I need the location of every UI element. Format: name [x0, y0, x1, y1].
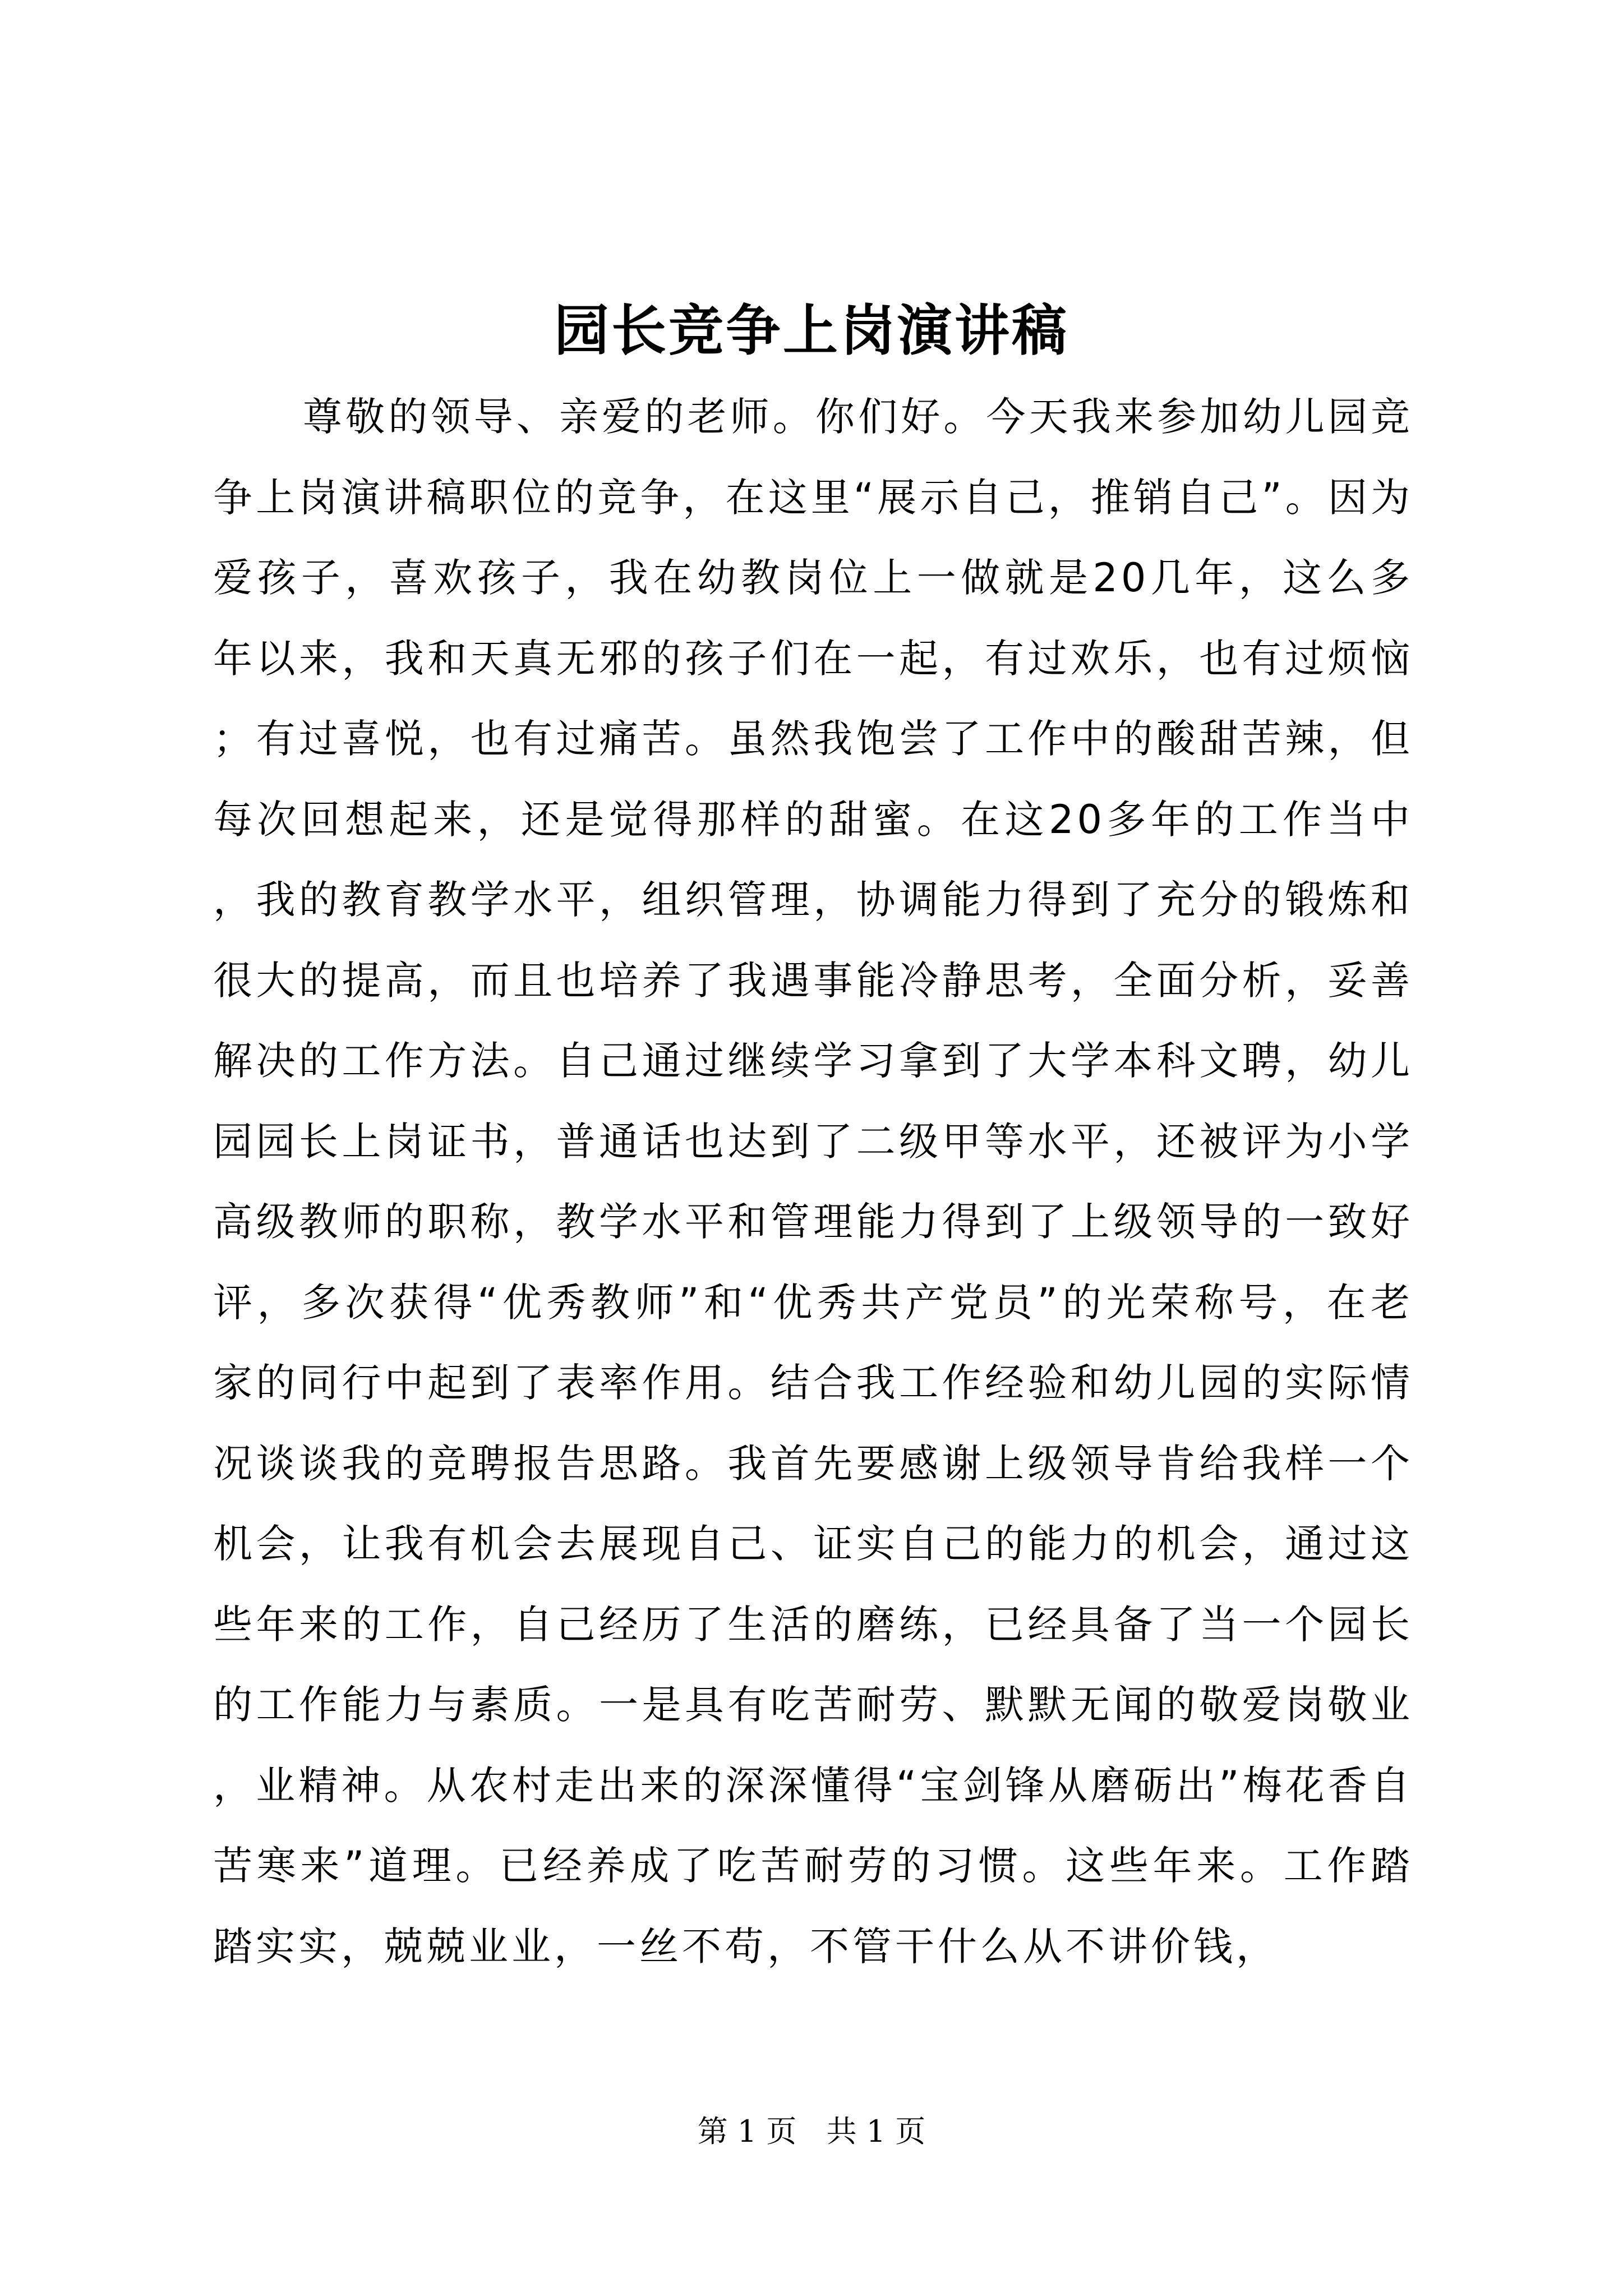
- page-footer: [0, 2112, 1623, 2151]
- page-number-current: 第 1 页: [697, 2114, 797, 2149]
- document-body-paragraph: 尊敬的领导、亲爱的老师。你们好。今天我来参加幼儿园竞争上岗演讲稿职位的竞争，在这里“展示自己，推销自己”。因为爱孩子，喜欢孩子，我在幼教岗位上一做就是20几年，这么多年以来，我和天真无邪的孩子们在一起，有过欢乐，也有过烦恼；有过喜悦，也有过痛苦。虽然我饱尝了工作中的酸甜苦辣，但每次回想起来，还是觉得那样的甜蜜。在这20多年的工作当中，我的教育教学水平，组织管理，协调能力得到了充分的锻炼和很大的提高，而且也培养了我遇事能冷静思考，全面分析，妥善解决的工作方法。自己通过继续学习拿到了大学本科文聘，幼儿园园长上岗证书，普通话也达到了二级甲等水平，还被评为小学高级教师的职称，教学水平和管理能力得到了上级领导的一致好评，多次获得“优秀教师”和“优秀共产党员”的光荣称号，在老家的同行中起到了表率作用。结合我工作经验和幼儿园的实际情况谈谈我的竞聘报告思路。我首先要感谢上级领导肯给我样一个机会，让我有机会去展现自己、证实自己的能力的机会，通过这些年来的工作，自己经历了生活的磨练，已经具备了当一个园长的工作能力与素质。一是具有吃苦耐劳、默默无闻的敬爱岗敬业，业精神。从农村走出来的深深懂得“宝剑锋从磨砺出”梅花香自苦寒来”道理。已经养成了吃苦耐劳的习惯。这些年来。工作踏踏实实，兢兢业业，一丝不苟，不管干什么从不讲价钱，: [213, 394, 1413, 1970]
- page-number-total: 共 1 页: [826, 2114, 926, 2149]
- document-title: 园长竞争上岗演讲稿: [554, 298, 1069, 363]
